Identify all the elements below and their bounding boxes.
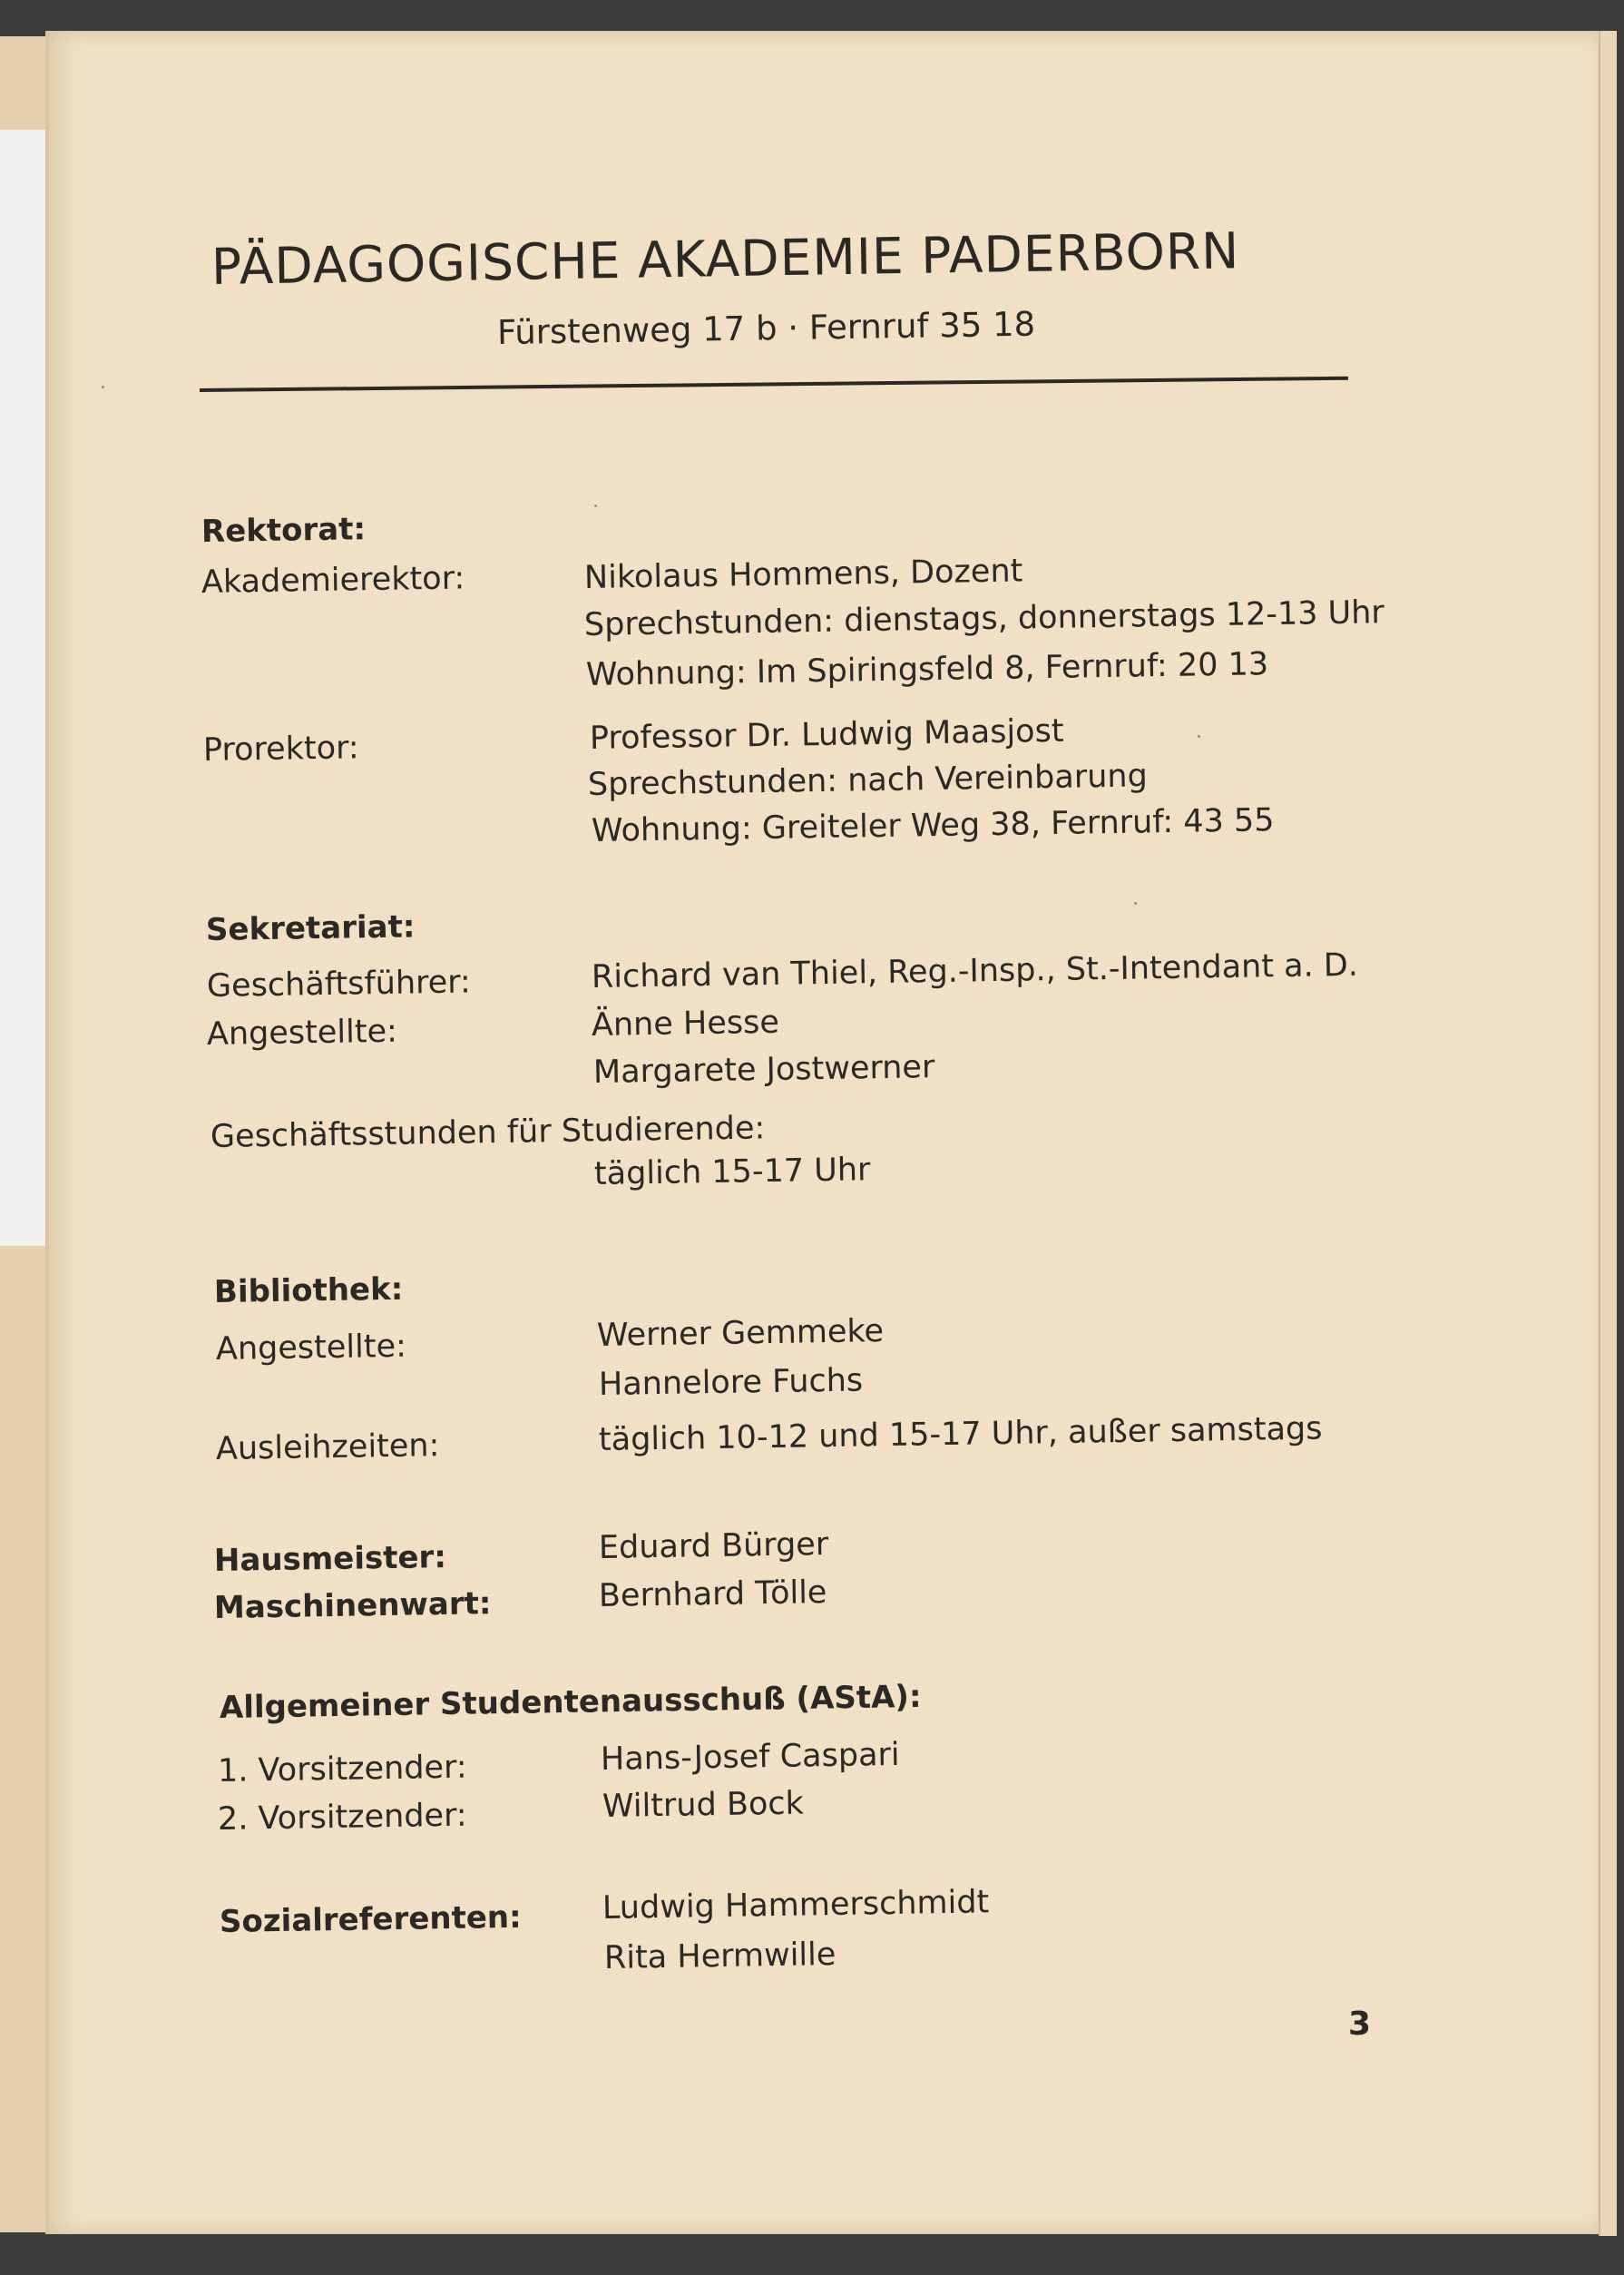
paper-speck: [594, 505, 597, 507]
section-heading-sekretariat: Sekretariat:: [205, 908, 416, 948]
vorsitzender-1-value: Hans-Josef Caspari: [600, 1736, 900, 1778]
label-geschaeftsfuehrer: Geschäftsführer:: [206, 964, 472, 1005]
sozialreferent-1: Ludwig Hammerschmidt: [602, 1884, 990, 1927]
label-sozialreferenten: Sozialreferenten:: [219, 1898, 522, 1940]
akademierektor-name: Nikolaus Hommens, Dozent: [583, 553, 1023, 596]
header-rule: [200, 377, 1348, 392]
label-maschinenwart: Maschinenwart:: [213, 1585, 492, 1626]
label-vorsitzender-1: 1. Vorsitzender:: [217, 1749, 467, 1790]
vorsitzender-2-value: Wiltrud Bock: [602, 1785, 805, 1825]
paper-speck: [102, 386, 104, 388]
prorektor-wohnung: Wohnung: Greiteler Weg 38, Fernruf: 43 55: [591, 802, 1275, 849]
sekretariat-angestellte-2: Margarete Jostwerner: [592, 1049, 935, 1091]
akademierektor-sprechstunden: Sprechstunden: dienstags, donnerstags 12-13 Uhr: [583, 594, 1385, 643]
paper-speck: [1134, 902, 1137, 905]
prorektor-name: Professor Dr. Ludwig Maasjost: [589, 712, 1064, 757]
bibliothek-angestellte-2: Hannelore Fuchs: [598, 1362, 864, 1403]
section-heading-asta: Allgemeiner Studentenausschuß (AStA):: [219, 1678, 922, 1726]
geschaeftsfuehrer-value: Richard van Thiel, Reg.-Insp., St.-Intendant a. D.: [591, 946, 1359, 995]
bibliothek-angestellte-1: Werner Gemmeke: [596, 1313, 885, 1354]
ausleihzeiten-value: täglich 10-12 und 15-17 Uhr, außer samstags: [598, 1410, 1323, 1458]
label-prorektor: Prorektor:: [202, 730, 359, 769]
section-heading-bibliothek: Bibliothek:: [213, 1270, 404, 1310]
akademierektor-wohnung: Wohnung: Im Spiringsfeld 8, Fernruf: 20 13: [585, 646, 1269, 693]
label-sekretariat-angestellte: Angestellte:: [206, 1013, 398, 1053]
label-geschaeftsstunden: Geschäftsstunden für Studierende:: [210, 1110, 766, 1155]
prorektor-sprechstunden: Sprechstunden: nach Vereinbarung: [587, 758, 1149, 803]
hausmeister-value: Eduard Bürger: [598, 1526, 829, 1566]
sekretariat-angestellte-1: Änne Hesse: [591, 1004, 780, 1044]
label-bibliothek-angestellte: Angestellte:: [215, 1328, 407, 1368]
section-heading-rektorat: Rektorat:: [201, 511, 367, 550]
geschaeftsstunden-value: täglich 15-17 Uhr: [593, 1152, 871, 1192]
institution-address: Fürstenweg 17 b · Fernruf 35 18: [496, 304, 1036, 352]
paper-speck: [1198, 735, 1200, 738]
institution-title: PÄDAGOGISCHE AKADEMIE PADERBORN: [210, 221, 1240, 296]
label-akademierektor: Akademierektor:: [201, 560, 465, 601]
label-vorsitzender-2: 2. Vorsitzender:: [217, 1797, 467, 1838]
maschinenwart-value: Bernhard Tölle: [598, 1574, 827, 1614]
sozialreferent-2: Rita Hermwille: [603, 1936, 836, 1976]
label-ausleihzeiten: Ausleihzeiten:: [215, 1427, 440, 1467]
label-hausmeister: Hausmeister:: [213, 1538, 447, 1579]
page-number: 3: [1348, 2005, 1372, 2043]
